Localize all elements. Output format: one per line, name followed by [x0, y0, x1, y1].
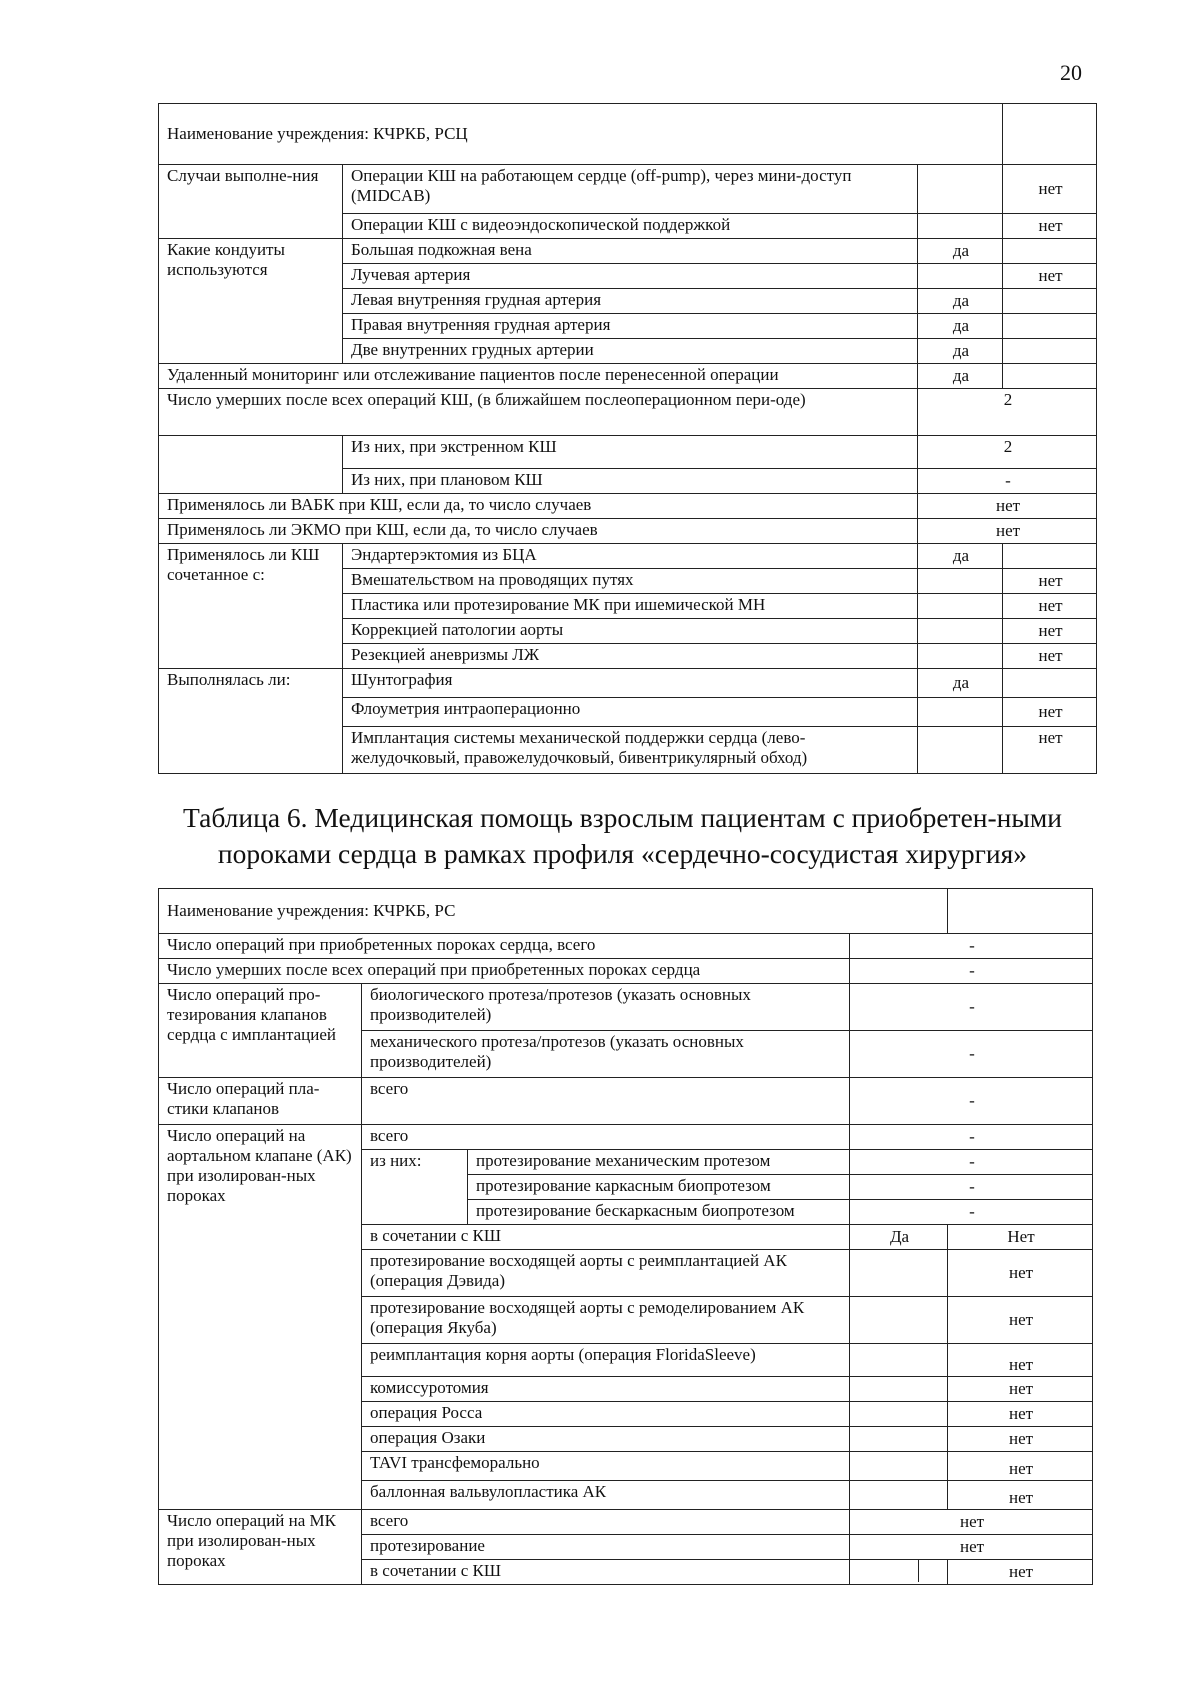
row-label: Применялось ли ВАБК при КШ, если да, то число случаев — [159, 494, 918, 519]
cell-value: - — [850, 984, 1093, 1031]
cell-value: 2 — [918, 389, 1097, 436]
group-conduits: Какие кондуиты используются — [159, 239, 343, 364]
cell-yes: да — [918, 364, 1003, 389]
table-6 — [158, 888, 1093, 1585]
row-label: комиссуротомия — [362, 1377, 850, 1402]
cell-value: - — [850, 1125, 1093, 1150]
cell-yes: да — [918, 314, 1003, 339]
table6-header: Наименование учреждения: КЧРКБ, РС — [159, 889, 948, 934]
cell-value: - — [918, 469, 1097, 494]
cell-yes: да — [918, 339, 1003, 364]
table5-header: Наименование учреждения: КЧРКБ, РСЦ — [159, 104, 1003, 165]
cell-value: нет — [948, 1452, 1093, 1481]
row-label: всего — [362, 1078, 850, 1125]
row-label: Из них, при экстренном КШ — [343, 436, 918, 469]
row-label: Применялось ли ЭКМО при КШ, если да, то число случаев — [159, 519, 918, 544]
row-label: Удаленный мониторинг или отслеживание пациентов после перенесенной операции — [159, 364, 918, 389]
cell-no: нет — [1003, 727, 1097, 774]
row-label: всего — [362, 1125, 850, 1150]
cell-value: - — [850, 959, 1093, 984]
row-label: Из них, при плановом КШ — [343, 469, 918, 494]
cell-no: нет — [1003, 569, 1097, 594]
cell-value: нет — [948, 1344, 1093, 1377]
row-label: протезирование механическим протезом — [468, 1150, 850, 1175]
cell-value: - — [850, 934, 1093, 959]
cell-value: нет — [948, 1297, 1093, 1344]
cell-yes: да — [918, 669, 1003, 698]
cell-value: нет — [948, 1377, 1093, 1402]
row-label: Операции КШ на работающем сердце (off-pump), через мини-доступ (MIDCAB) — [343, 165, 918, 214]
row-label: Пластика или протезирование МК при ишемической МН — [343, 594, 918, 619]
row-label: Две внутренних грудных артерии — [343, 339, 918, 364]
cell-value: нет — [948, 1481, 1093, 1510]
row-label: протезирование — [362, 1535, 850, 1560]
row-label: протезирование восходящей аорты с ремоделированием АК (операция Якуба) — [362, 1297, 850, 1344]
cell-value: - — [850, 1031, 1093, 1078]
cell-value: нет — [948, 1560, 1093, 1585]
cell-value: нет — [850, 1510, 1093, 1535]
cell-no: нет — [1003, 594, 1097, 619]
row-label: Имплантация системы механической поддержки сердца (лево-желудочковый, правожелудочковый, бивентрикулярный обход) — [343, 727, 918, 774]
cell-no: нет — [1003, 698, 1097, 727]
cell-no: нет — [1003, 619, 1097, 644]
row-label: Число операций при приобретенных пороках сердца, всего — [159, 934, 850, 959]
cell-yes: да — [918, 239, 1003, 264]
cell-yes: да — [918, 544, 1003, 569]
page-number: 20 — [1060, 60, 1082, 85]
group-plasty: Число операций пла-стики клапанов — [159, 1078, 362, 1125]
row-label: Шунтография — [343, 669, 918, 698]
row-label: Коррекцией патологии аорты — [343, 619, 918, 644]
row-label: в сочетании с КШ — [362, 1560, 850, 1585]
cell-value: нет — [948, 1402, 1093, 1427]
cell-no: Нет — [948, 1225, 1093, 1250]
cell-value: - — [850, 1150, 1093, 1175]
group-aortic-valve: Число операций на аортальном клапане (АК) при изолирован-ных пороках — [159, 1125, 362, 1510]
row-label: Число умерших после всех операций при приобретенных пороках сердца — [159, 959, 850, 984]
cell-value: нет — [918, 519, 1097, 544]
row-label: протезирование восходящей аорты с реимплантацией АК (операция Дэвида) — [362, 1250, 850, 1297]
table-5 — [158, 103, 1097, 774]
group-prosthesis: Число операций про-тезирования клапанов сердца с имплантацией — [159, 984, 362, 1078]
cell-yes: да — [918, 289, 1003, 314]
group-combined: Применялось ли КШ сочетанное с: — [159, 544, 343, 669]
row-label: Левая внутренняя грудная артерия — [343, 289, 918, 314]
row-label: протезирование бескаркасным биопротезом — [468, 1200, 850, 1225]
group-mitral-valve: Число операций на МК при изолирован-ных пороках — [159, 1510, 362, 1585]
table-6-caption: Таблица 6. Медицинская помощь взрослым пациентам с приобретен-ными пороками сердца в рамках профиля «сердечно-сосудистая хирургия» — [183, 802, 1062, 869]
row-label: реимплантация корня аорты (операция FloridaSleeve) — [362, 1344, 850, 1377]
cell-no: нет — [1003, 644, 1097, 669]
row-label: Флоуметрия интраоперационно — [343, 698, 918, 727]
cell-yes: Да — [850, 1225, 948, 1250]
cell-value: - — [850, 1200, 1093, 1225]
row-label: операция Озаки — [362, 1427, 850, 1452]
cell-no: нет — [1003, 214, 1097, 239]
cell-value: нет — [918, 494, 1097, 519]
row-label: Лучевая артерия — [343, 264, 918, 289]
row-label: Резекцией аневризмы ЛЖ — [343, 644, 918, 669]
row-label: Правая внутренняя грудная артерия — [343, 314, 918, 339]
cell-value: - — [850, 1078, 1093, 1125]
row-label: протезирование каркасным биопротезом — [468, 1175, 850, 1200]
cell-value: нет — [948, 1250, 1093, 1297]
cell-value: нет — [850, 1535, 1093, 1560]
group-performed: Выполнялась ли: — [159, 669, 343, 774]
row-label: всего — [362, 1510, 850, 1535]
row-label: биологического протеза/протезов (указать основных производителей) — [362, 984, 850, 1031]
cell-value: - — [850, 1175, 1093, 1200]
row-label: Большая подкожная вена — [343, 239, 918, 264]
cell-value: 2 — [918, 436, 1097, 469]
row-label: операция Росса — [362, 1402, 850, 1427]
cell-no: нет — [1003, 165, 1097, 214]
row-label: Операции КШ с видеоэндоскопической поддержкой — [343, 214, 918, 239]
row-label: из них: — [362, 1150, 468, 1225]
row-label: в сочетании с КШ — [362, 1225, 850, 1250]
row-label: Эндартерэктомия из БЦА — [343, 544, 918, 569]
cell-value: нет — [948, 1427, 1093, 1452]
row-label: механического протеза/протезов (указать основных производителей) — [362, 1031, 850, 1078]
cell-no: нет — [1003, 264, 1097, 289]
row-label: TAVI трансфеморально — [362, 1452, 850, 1481]
row-label: баллонная вальвулопластика АК — [362, 1481, 850, 1510]
group-cases: Случаи выполне-ния — [159, 165, 343, 239]
row-label: Вмешательством на проводящих путях — [343, 569, 918, 594]
row-label: Число умерших после всех операций КШ, (в ближайшем послеоперационном пери-оде) — [159, 389, 918, 436]
